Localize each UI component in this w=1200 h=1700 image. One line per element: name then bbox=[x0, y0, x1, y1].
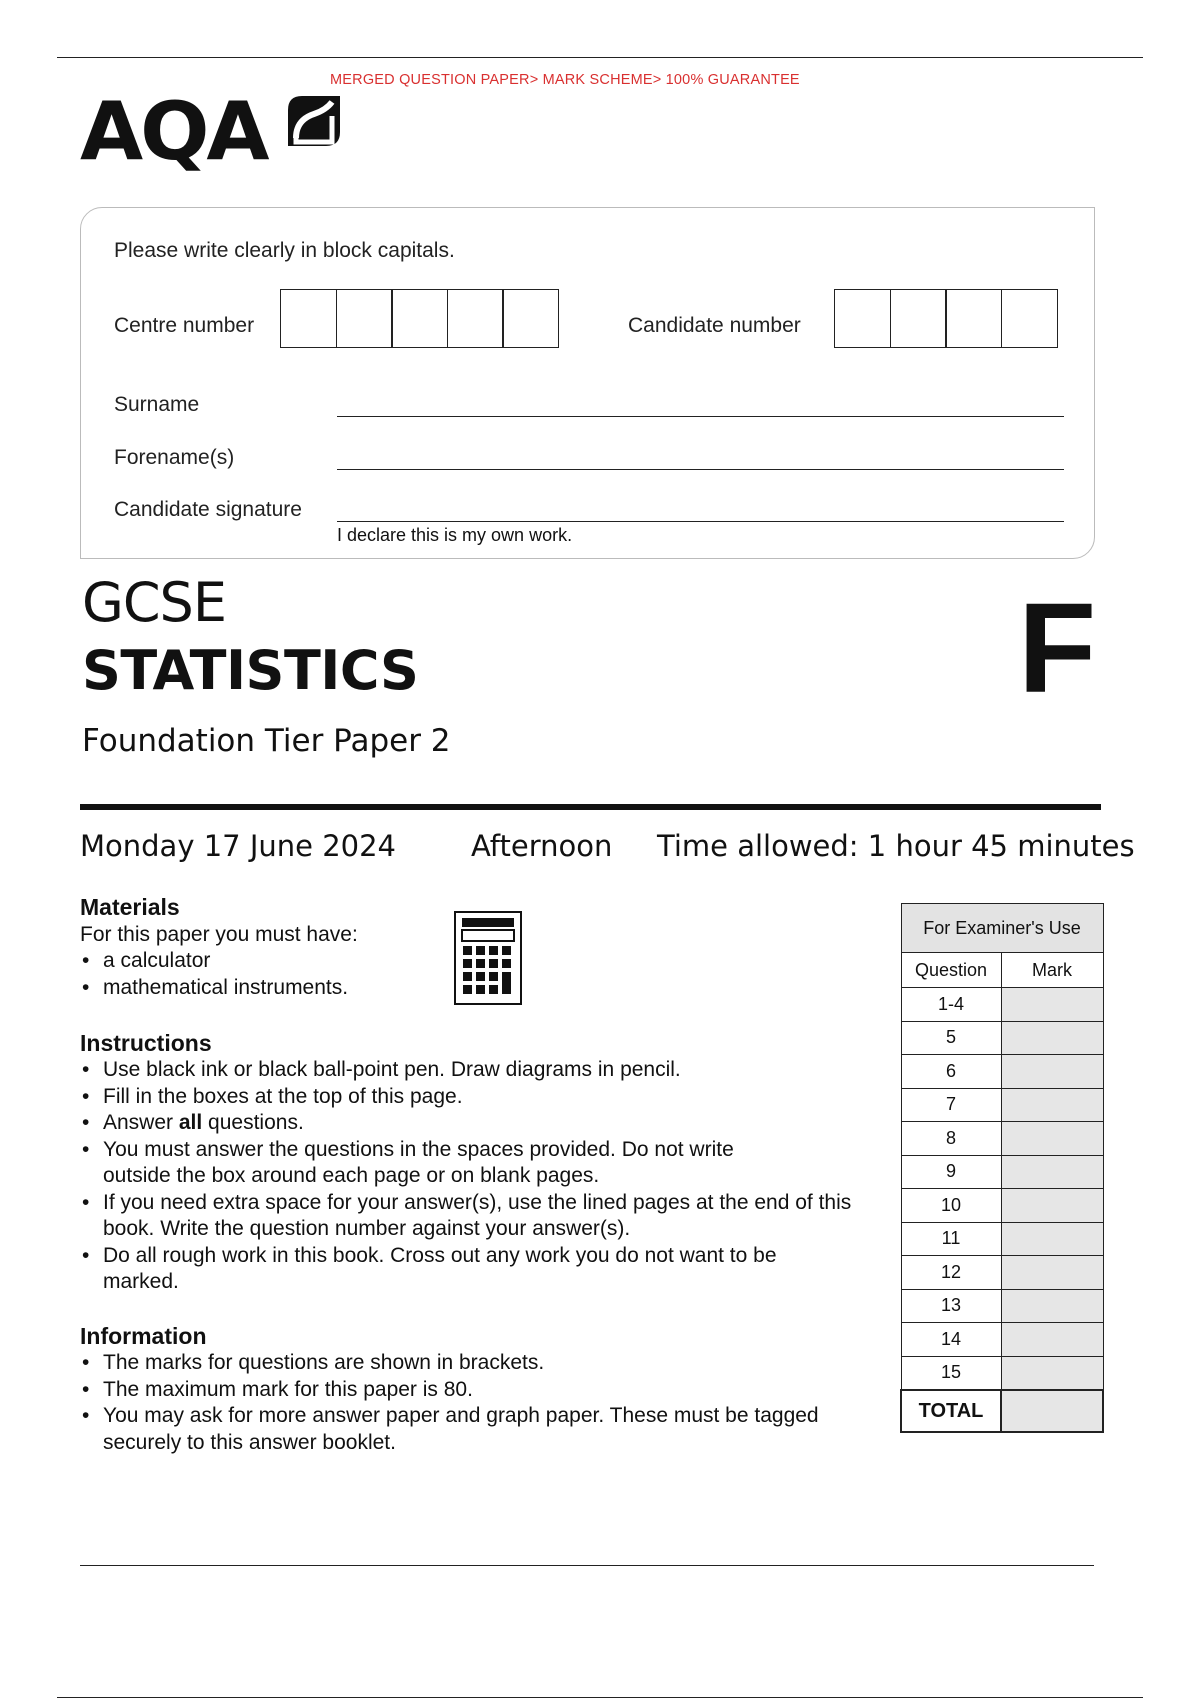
question-number: 9 bbox=[901, 1155, 1001, 1189]
instruction-item: • If you need extra space for your answer(s), use the lined pages at the end of this book. Write the question number against your answer(s). bbox=[80, 1190, 883, 1243]
declaration-text: I declare this is my own work. bbox=[337, 525, 573, 545]
mark-cell bbox=[1001, 1289, 1103, 1323]
instruction-item: • Fill in the boxes at the top of this page. bbox=[80, 1084, 870, 1111]
centre-number-box[interactable] bbox=[447, 289, 504, 348]
centre-number-box[interactable] bbox=[336, 289, 393, 348]
total-mark-cell bbox=[1001, 1390, 1103, 1432]
mark-cell bbox=[1001, 1021, 1103, 1055]
question-number: 8 bbox=[901, 1122, 1001, 1156]
signature-label: Candidate signature bbox=[114, 498, 302, 521]
surname-field[interactable] bbox=[337, 416, 1064, 417]
instruction-item bbox=[80, 1110, 870, 1137]
instructions-heading: Instructions bbox=[80, 1030, 212, 1056]
footer-rule bbox=[80, 1565, 1094, 1566]
surname-label: Surname bbox=[114, 393, 200, 416]
materials-item: • a calculator bbox=[80, 948, 500, 975]
question-number: 15 bbox=[901, 1356, 1001, 1390]
materials-section bbox=[80, 894, 500, 1001]
mark-cell bbox=[1001, 1055, 1103, 1089]
mark-cell bbox=[1001, 1323, 1103, 1357]
examiner-use-table bbox=[900, 903, 1104, 1433]
top-rule bbox=[57, 57, 1143, 58]
banner-text: MERGED QUESTION PAPER> MARK SCHEME> 100% GUARANTEE bbox=[330, 72, 800, 88]
information-item: • The marks for questions are shown in brackets. bbox=[80, 1350, 840, 1377]
question-number: 1-4 bbox=[901, 988, 1001, 1022]
mark-column-header: Mark bbox=[1001, 953, 1103, 988]
time-allowed: Time allowed: 1 hour 45 minutes bbox=[657, 829, 1135, 863]
calculator-icon bbox=[454, 911, 522, 1005]
information-item: • The maximum mark for this paper is 80. bbox=[80, 1377, 840, 1404]
title-rule bbox=[80, 804, 1101, 810]
mark-cell bbox=[1001, 1256, 1103, 1290]
mark-cell bbox=[1001, 1155, 1103, 1189]
aqa-logo-text: AQA bbox=[80, 85, 267, 178]
candidate-number-boxes[interactable] bbox=[834, 289, 1058, 348]
candidate-number-box[interactable] bbox=[1001, 289, 1058, 348]
question-number: 5 bbox=[901, 1021, 1001, 1055]
subject-title: STATISTICS bbox=[82, 639, 419, 702]
block-capitals-instruction: Please write clearly in block capitals. bbox=[114, 239, 455, 262]
information-item: • You may ask for more answer paper and graph paper. These must be tagged securely to this answer booklet. bbox=[80, 1403, 823, 1456]
question-number: 10 bbox=[901, 1189, 1001, 1223]
bottom-rule bbox=[57, 1697, 1143, 1698]
information-heading: Information bbox=[80, 1323, 207, 1349]
question-number: 14 bbox=[901, 1323, 1001, 1357]
tier-paper-title: Foundation Tier Paper 2 bbox=[82, 723, 451, 759]
total-label: TOTAL bbox=[901, 1390, 1001, 1432]
instructions-section bbox=[80, 1030, 870, 1296]
instruction-item: • You must answer the questions in the spaces provided. Do not write outside the box around each page or on blank pages. bbox=[80, 1137, 783, 1190]
exam-date: Monday 17 June 2024 bbox=[80, 829, 396, 863]
mark-cell bbox=[1001, 1189, 1103, 1223]
question-column-header: Question bbox=[901, 953, 1001, 988]
mark-cell bbox=[1001, 1356, 1103, 1390]
instruction-emphasis: all bbox=[178, 1111, 203, 1134]
materials-intro: For this paper you must have: bbox=[80, 923, 358, 946]
tier-letter: F bbox=[1018, 577, 1097, 720]
centre-number-box[interactable] bbox=[280, 289, 337, 348]
forename-label: Forename(s) bbox=[114, 446, 235, 469]
instruction-text: Answer bbox=[103, 1111, 179, 1134]
question-number: 7 bbox=[901, 1088, 1001, 1122]
centre-number-boxes[interactable] bbox=[280, 289, 559, 348]
centre-number-box[interactable] bbox=[391, 289, 448, 348]
question-number: 13 bbox=[901, 1289, 1001, 1323]
instruction-item: • Do all rough work in this book. Cross out any work you do not want to be marked. bbox=[80, 1243, 783, 1296]
materials-heading: Materials bbox=[80, 894, 180, 920]
question-number: 6 bbox=[901, 1055, 1001, 1089]
candidate-number-label: Candidate number bbox=[628, 314, 801, 337]
candidate-number-box[interactable] bbox=[834, 289, 891, 348]
centre-number-label: Centre number bbox=[114, 314, 255, 337]
centre-number-box[interactable] bbox=[502, 289, 559, 348]
question-number: 11 bbox=[901, 1222, 1001, 1256]
qualification-title: GCSE bbox=[82, 571, 226, 634]
instruction-text: questions. bbox=[202, 1111, 304, 1134]
aqa-logo-mark-icon bbox=[286, 90, 342, 150]
exam-session: Afternoon bbox=[471, 829, 613, 863]
signature-field[interactable] bbox=[337, 521, 1064, 522]
candidate-number-box[interactable] bbox=[890, 289, 947, 348]
mark-cell bbox=[1001, 988, 1103, 1022]
instruction-item: • Use black ink or black ball-point pen. Draw diagrams in pencil. bbox=[80, 1057, 870, 1084]
mark-cell bbox=[1001, 1088, 1103, 1122]
candidate-number-box[interactable] bbox=[945, 289, 1002, 348]
information-section bbox=[80, 1323, 840, 1456]
question-number: 12 bbox=[901, 1256, 1001, 1290]
examiner-table-title: For Examiner's Use bbox=[901, 904, 1103, 953]
forename-field[interactable] bbox=[337, 469, 1064, 470]
materials-item: • mathematical instruments. bbox=[80, 975, 500, 1002]
mark-cell bbox=[1001, 1122, 1103, 1156]
mark-cell bbox=[1001, 1222, 1103, 1256]
